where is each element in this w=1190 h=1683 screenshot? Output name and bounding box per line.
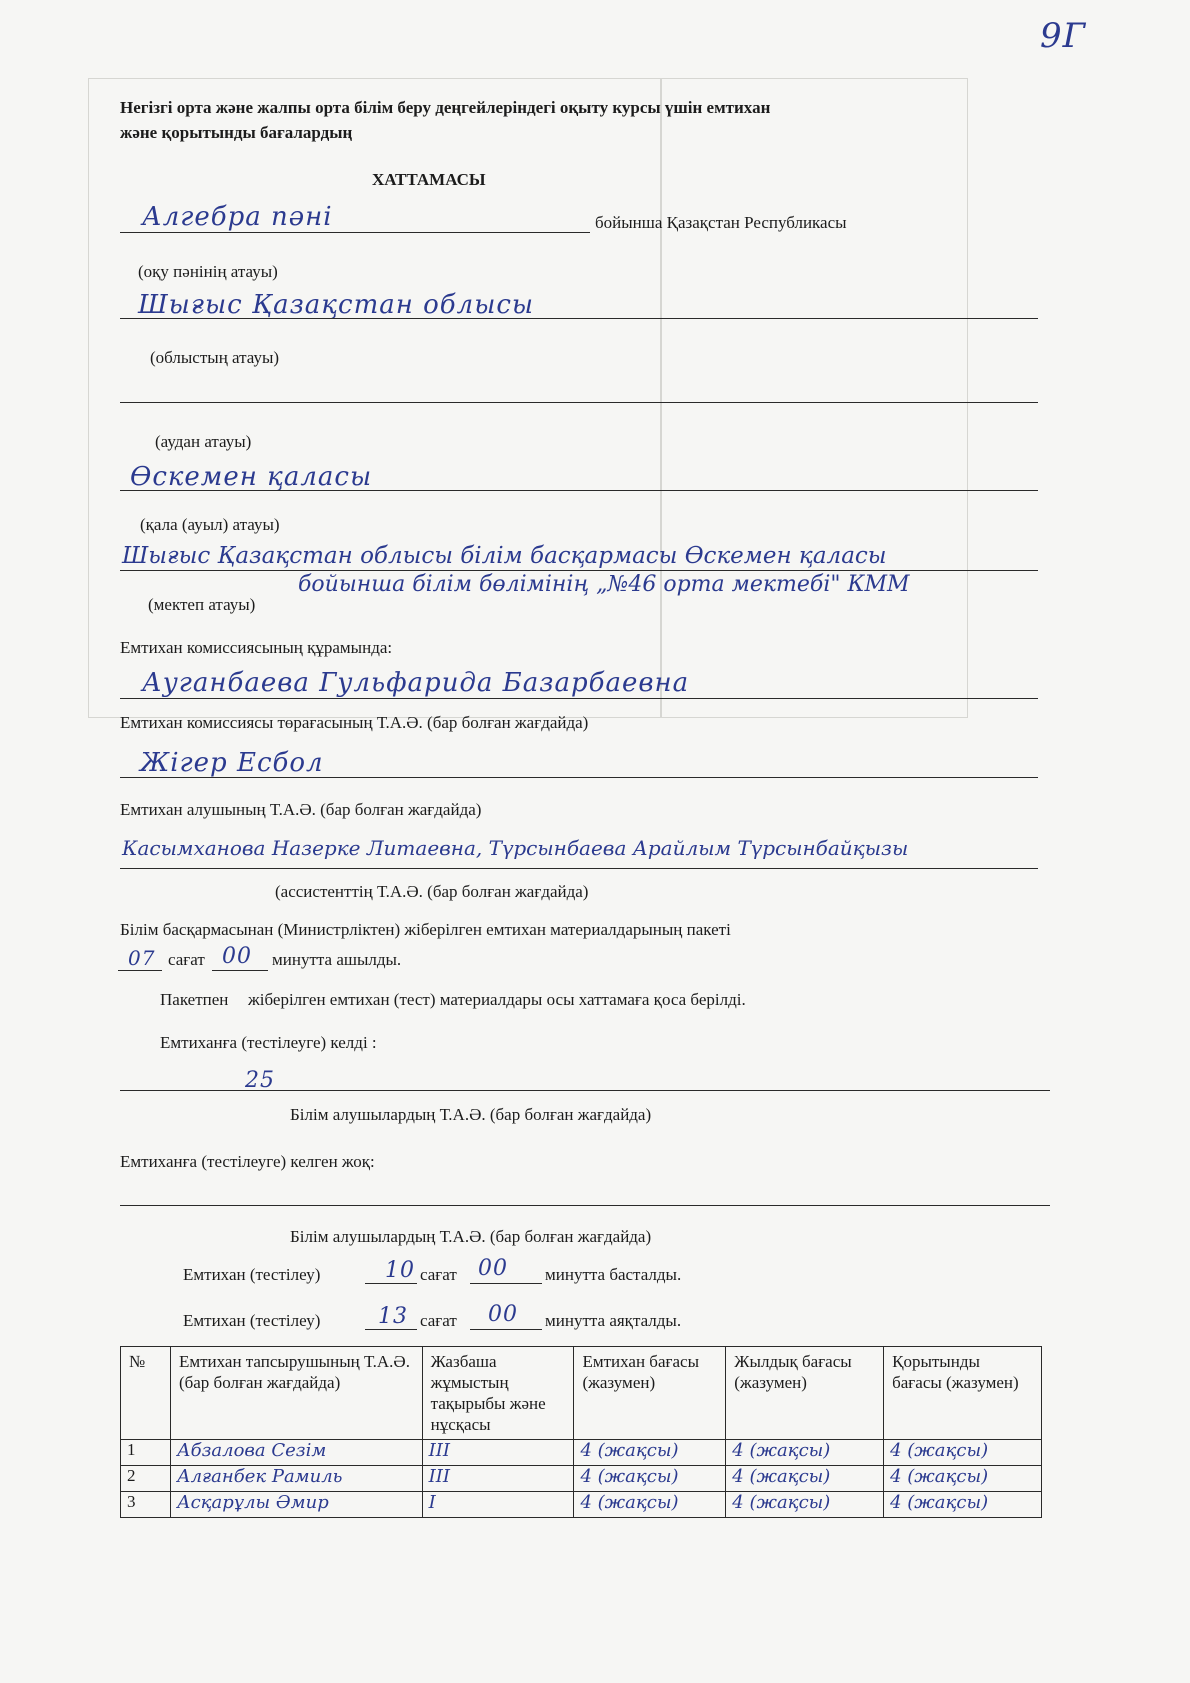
page-mark: 9Г: [1040, 16, 1087, 56]
start-minute: 00: [478, 1256, 508, 1281]
end-suffix: минутта аяқталды.: [545, 1311, 682, 1330]
subject-suffix: бойынша Қазақстан Республикасы: [595, 213, 847, 232]
start-minute-line: [470, 1283, 542, 1284]
package-hour-word: сағат: [168, 950, 205, 969]
region-value: Шығыс Қазақстан облысы: [138, 290, 535, 320]
end-hour: 13: [378, 1304, 408, 1329]
col-header-exam-grade: Емтихан бағасы (жазумен): [574, 1347, 726, 1440]
end-hour-line: [365, 1329, 417, 1330]
start-hour: 10: [385, 1258, 415, 1283]
school-line: [120, 570, 1038, 571]
row-name: Алғанбек Рамиль: [170, 1466, 422, 1492]
grades-header-row: [121, 1347, 1042, 1440]
start-hour-word: сағат: [420, 1265, 457, 1284]
examiner-value: Жігер Есбол: [140, 748, 324, 778]
grades-table: [120, 1346, 1042, 1518]
package-attached-text: жіберілген емтихан (тест) материалдары осы хаттамаға қоса берілді.: [248, 990, 746, 1009]
row-exam-grade: 4 (жақсы): [574, 1492, 726, 1518]
attendance-absent-caption: Білім алушылардың Т.А.Ә. (бар болған жағдайда): [290, 1227, 652, 1246]
bleed-through-table: [88, 78, 968, 718]
col-header-number: №: [121, 1347, 171, 1440]
attendance-absent-line: [120, 1205, 1050, 1206]
header-title-line2: және қорытынды бағалардың: [120, 123, 353, 142]
subject-value: Алгебра пәні: [142, 202, 333, 232]
city-label: (қала (ауыл) атауы): [140, 515, 280, 534]
end-minute: 00: [488, 1302, 518, 1327]
table-row: [121, 1492, 1042, 1518]
header-title-line1: Негізгі орта және жалпы орта білім беру деңгейлеріндегі оқыту курсы үшін емтихан: [120, 98, 771, 117]
row-annual-grade: 4 (жақсы): [726, 1492, 884, 1518]
col-header-name: Емтихан тапсырушының Т.А.Ә. (бар болған жағдайда): [170, 1347, 422, 1440]
attendance-came-line: [120, 1090, 1050, 1091]
package-line1: Білім басқармасынан (Министрліктен) жіберілген емтихан материалдарының пакеті: [120, 920, 731, 939]
row-variant: III: [422, 1440, 574, 1466]
package-attached-word: Пакетпен: [160, 990, 229, 1009]
city-value: Өскемен қаласы: [130, 462, 373, 492]
table-row: [121, 1466, 1042, 1492]
start-prefix: Емтихан (тестілеу): [183, 1265, 321, 1284]
row-final-grade: 4 (жақсы): [884, 1440, 1042, 1466]
package-hour-line: [118, 970, 162, 971]
row-final-grade: 4 (жақсы): [884, 1492, 1042, 1518]
school-label: (мектеп атауы): [148, 595, 256, 614]
row-exam-grade: 4 (жақсы): [574, 1466, 726, 1492]
row-number: 2: [121, 1466, 171, 1492]
end-prefix: Емтихан (тестілеу): [183, 1311, 321, 1330]
subject-line: [120, 232, 590, 233]
package-minute-line: [212, 970, 268, 971]
row-name: Асқарұлы Әмир: [170, 1492, 422, 1518]
row-variant: I: [422, 1492, 574, 1518]
row-annual-grade: 4 (жақсы): [726, 1466, 884, 1492]
examiner-label: Емтихан алушының Т.А.Ә. (бар болған жағдайда): [120, 800, 482, 819]
school-value-line1: Шығыс Қазақстан облысы білім басқармасы Өскемен қаласы: [122, 543, 887, 569]
table-row: [121, 1440, 1042, 1466]
row-name: Абзалова Сезім: [170, 1440, 422, 1466]
start-suffix: минутта басталды.: [545, 1265, 682, 1284]
row-annual-grade: 4 (жақсы): [726, 1440, 884, 1466]
row-number: 3: [121, 1492, 171, 1518]
end-hour-word: сағат: [420, 1311, 457, 1330]
package-hour: 07: [128, 946, 156, 970]
start-hour-line: [365, 1283, 417, 1284]
assistants-line: [120, 868, 1038, 869]
chair-value: Ауганбаева Гульфарида Базарбаевна: [142, 668, 690, 698]
protocol-title: ХАТТАМАСЫ: [372, 170, 486, 189]
district-line: [120, 402, 1038, 403]
region-line: [120, 318, 1038, 319]
assistants-label: (ассистенттің Т.А.Ә. (бар болған жағдайда): [275, 882, 589, 901]
row-variant: III: [422, 1466, 574, 1492]
package-minute-word: минутта ашылды.: [272, 950, 402, 969]
city-line: [120, 490, 1038, 491]
col-header-final-grade: Қорытынды бағасы (жазумен): [884, 1347, 1042, 1440]
package-minute: 00: [222, 944, 252, 969]
attendance-came-caption: Білім алушылардың Т.А.Ә. (бар болған жағдайда): [290, 1105, 652, 1124]
assistants-value: Касымханова Назерке Литаевна, Түрсынбаева Арайлым Түрсынбайқызы: [122, 836, 909, 860]
attendance-absent-label: Емтиханға (тестілеуге) келген жоқ:: [120, 1152, 375, 1171]
row-number: 1: [121, 1440, 171, 1466]
chair-label: Емтихан комиссиясы төрағасының Т.А.Ә. (бар болған жағдайда): [120, 713, 589, 732]
row-final-grade: 4 (жақсы): [884, 1466, 1042, 1492]
school-value-line2: бойынша білім бөлімінің „№46 орта мектебі" КММ: [298, 572, 910, 597]
bleed-through-line: [660, 78, 662, 718]
district-label: (аудан атауы): [155, 432, 252, 451]
attendance-came-label: Емтиханға (тестілеуге) келді :: [160, 1033, 377, 1052]
end-minute-line: [470, 1329, 542, 1330]
row-exam-grade: 4 (жақсы): [574, 1440, 726, 1466]
region-label: (облыстың атауы): [150, 348, 280, 367]
chair-line: [120, 698, 1038, 699]
subject-label: (оқу пәнінің атауы): [138, 262, 278, 281]
attendance-came-value: 25: [245, 1068, 275, 1093]
col-header-annual-grade: Жылдық бағасы (жазумен): [726, 1347, 884, 1440]
commission-heading: Емтихан комиссиясының құрамында:: [120, 638, 393, 657]
examiner-line: [120, 777, 1038, 778]
col-header-topic: Жазбаша жұмыстың тақырыбы және нұсқасы: [422, 1347, 574, 1440]
